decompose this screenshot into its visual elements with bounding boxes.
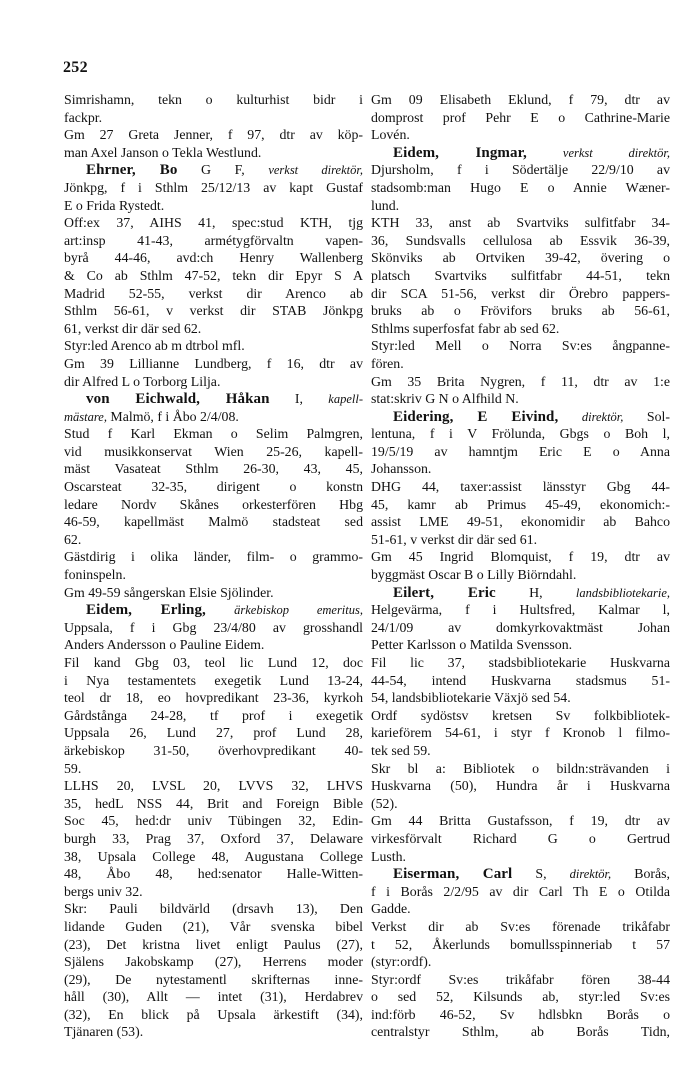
text-line: Fil lic 37, stadsbibliotekarie Huskvarna: [371, 655, 670, 670]
name-initials: [527, 145, 563, 160]
person-name: Eidering, E Eivind,: [393, 408, 559, 425]
text-line: 46-59, kapellmäst Malmö stadsteat sed: [64, 514, 363, 530]
text-line: 59.: [64, 760, 82, 776]
text-line: LLHS 20, LVSL 20, LVVS 32, LHVS: [64, 778, 363, 794]
person-name: von Eichwald, Håkan: [86, 391, 270, 408]
text-line: fackpr.: [64, 109, 103, 125]
occupation-title: direktör,: [569, 867, 612, 882]
text-line: Ordf sydöstsv kretsen Sv folkbibliotek-: [371, 707, 670, 723]
text-line: dir Alfred L o Torborg Lilja.: [64, 373, 221, 389]
text-line: f i Borås 2/2/95 av dir Carl Th E o Otilda: [371, 883, 670, 899]
occupation-title: kapell-: [328, 392, 364, 407]
text-line: bergs univ 32.: [64, 883, 143, 899]
text-line: Gm 49-59 sångerskan Elsie Sjölinder.: [64, 584, 274, 600]
text-line: [64, 408, 363, 426]
text-line: Verkst dir ab Sv:es förenade trikåfabr: [371, 918, 670, 934]
text-line: (29), De nytestamentl skrifternas inne-: [64, 971, 363, 987]
text-line: Simrishamn, tekn o kulturhist bidr i: [64, 92, 363, 107]
text-line: Skönviks ab Ortviken 39-42, övering o: [371, 250, 670, 266]
text-line: tek sed 59.: [371, 742, 431, 758]
text-fragment: Borås,: [611, 866, 670, 882]
text-line: 24/1/09 av domkyrkovaktmäst Johan: [371, 619, 670, 635]
text-line: Styr:ordf Sv:es trikåfabr fören 38-44: [371, 971, 670, 987]
text-line: art:insp 41-43, armétygförvaltn vapen-: [64, 232, 363, 248]
text-line: Sthlm 56-61, v verkst dir STAB Jönkpg: [64, 303, 363, 319]
text-line: lentuna, f i V Frölunda, Gbgs o Boh l,: [371, 426, 670, 442]
text-line: Fil kand Gbg 03, teol lic Lund 12, doc: [64, 655, 363, 670]
text-line: & Co ab Sthlm 47-52, tekn dir Epyr S A: [64, 267, 363, 283]
entry-heading-line: [64, 601, 363, 619]
text-line: DHG 44, taxer:assist länsstyr Gbg 44-: [371, 479, 670, 495]
person-name: Eidem, Erling,: [86, 602, 206, 619]
text-line: Gästdirig i olika länder, film- o grammo-: [64, 549, 363, 565]
text-line: Gm 39 Lillianne Lundberg, f 16, dtr av: [64, 355, 363, 371]
person-name: Eilert, Eric: [393, 584, 496, 601]
text-line: ärkebiskop 31-50, överhovpredikant 40-: [64, 742, 363, 758]
text-line: assist LME 49-51, ekonomidir ab Bahco: [371, 514, 670, 530]
text-line: t 52, Åkerlunds bomullsspinneriab t 57: [371, 936, 670, 952]
text-line: burgh 33, Prag 37, Oxford 37, Delaware: [64, 830, 363, 846]
text-line: Jönkpg, f i Sthlm 25/12/13 av kapt Gustaf: [64, 179, 363, 195]
text-line: karieförem 54-61, i styr f Kronob l filmo-: [371, 725, 670, 741]
occupation-title: verkst direktör,: [268, 163, 363, 178]
text-line: Helgevärma, f i Hultsfred, Kalmar l,: [371, 602, 670, 618]
text-line: man Axel Janson o Tekla Westlund.: [64, 144, 262, 160]
text-line: fören.: [371, 355, 404, 371]
text-line: o sed 52, Kilsunds ab, styr:led Sv:es: [371, 989, 670, 1005]
text-line: stadsomb:man Hugo E o Annie Wæner-: [371, 179, 670, 195]
text-line: 36, Sundsvalls cellulosa ab Essvik 36-39,: [371, 232, 670, 248]
text-line: mäst Vasateat Sthlm 26-30, 43, 45,: [64, 461, 363, 477]
page-number: 252: [63, 59, 88, 76]
occupation-title: mästare,: [64, 409, 107, 424]
text-line: Uppsala, f i Gbg 23/4/80 av grosshandl: [64, 619, 363, 635]
text-line: bruks ab o Frövifors bruks ab 56-61,: [371, 303, 670, 319]
text-line: 54, landsbibliotekarie Växjö sed 54.: [371, 690, 571, 706]
text-line: Styr:led Arenco ab m dtrbol mfl.: [64, 338, 245, 354]
text-line: Off:ex 37, AIHS 41, spec:stud KTH, tjg: [64, 215, 363, 231]
text-line: lidande Guden (21), Vår svenska bibel: [64, 918, 363, 934]
text-line: Stud f Karl Ekman o Selim Palmgren,: [64, 426, 363, 442]
text-line: (52).: [371, 795, 398, 811]
text-line: Gadde.: [371, 901, 411, 917]
text-line: ledare Nordv Skånes orkesterfören Hbg: [64, 496, 363, 512]
text-line: Gm 44 Britta Gustafsson, f 19, dtr av: [371, 813, 670, 829]
occupation-title: ärkebiskop emeritus,: [234, 603, 363, 618]
text-line: Skr bl a: Bibliotek o bildn:strävanden i: [371, 760, 670, 776]
text-line: (23), Det kristna livet enligt Paulus (27),: [64, 936, 363, 952]
text-line: platsch Svartviks sulfitfabr 44-51, tekn: [371, 267, 670, 283]
right-column: [371, 91, 670, 1041]
text-line: centralstyr Sthlm, ab Borås Tidn,: [371, 1024, 670, 1040]
text-line: 19/5/19 av hamntjm Eric E o Anna: [371, 443, 670, 459]
text-line: Madrid 52-55, verkst dir Arenco ab: [64, 285, 363, 301]
text-line: ind:förb 46-52, Sv hdlsbkn Borås o: [371, 1006, 670, 1022]
text-line: dir SCA 51-56, verkst dir Örebro pappers-: [371, 285, 670, 301]
text-line: Styr:led Mell o Norra Sv:es ångpanne-: [371, 338, 670, 354]
text-line: 44-54, intend Huskvarna stadsmus 51-: [371, 672, 670, 688]
entry-heading-line: [371, 408, 670, 426]
entry-heading-line: [371, 144, 670, 162]
left-column: [64, 91, 363, 1041]
text-line: 45, kamr ab Primus 45-49, ekonomich:-: [371, 496, 670, 512]
occupation-title: direktör,: [581, 409, 624, 424]
name-initials: H,: [495, 584, 576, 600]
occupation-title: landsbibliotekarie,: [575, 585, 670, 600]
text-line: Gm 35 Brita Nygren, f 11, dtr av 1:e: [371, 373, 670, 389]
text-line: håll (30), Allt — intet (31), Herdabrev: [64, 989, 363, 1005]
text-line: Gm 45 Ingrid Blomquist, f 19, dtr av: [371, 549, 670, 565]
text-line: Petter Karlsson o Matilda Svensson.: [371, 637, 573, 653]
text-line: (styr:ordf).: [371, 954, 432, 970]
name-initials: I,: [269, 391, 329, 407]
text-line: Tjänaren (53).: [64, 1024, 144, 1040]
text-line: Själens Jakobskamp (27), Herrens moder: [64, 954, 363, 970]
text-line: 51-61, v verkst dir där sed 61.: [371, 531, 538, 547]
text-line: Djursholm, f i Södertälje 22/9/10 av: [371, 162, 670, 178]
text-line: stat:skriv G N o Alfhild N.: [371, 391, 519, 407]
text-line: Gm 09 Elisabeth Eklund, f 79, dtr av: [371, 92, 670, 107]
text-line: virkesförvalt Richard G o Gertrud: [371, 830, 670, 846]
text-line: 35, hedL NSS 44, Brit and Foreign Bible: [64, 795, 363, 811]
text-line: Sthlms superfosfat fabr ab sed 62.: [371, 320, 560, 336]
text-line: i Nya testamentets exegetik Lund 13-24,: [64, 672, 363, 688]
text-line: Huskvarna (50), Hundra år i Huskvarna: [371, 778, 670, 794]
text-line: 48, Åbo 48, hed:senator Halle-Witten-: [64, 866, 363, 882]
text-line: E o Frida Rystedt.: [64, 197, 165, 213]
text-line: (32), En blick på Upsala ärkestift (34),: [64, 1006, 363, 1022]
text-line: 38, Upsala College 48, Augustana College: [64, 848, 363, 864]
text-line: 61, verkst dir där sed 62.: [64, 320, 202, 336]
text-line: Gårdstånga 24-28, tf prof i exegetik: [64, 707, 363, 723]
person-name: Ehrner, Bo: [86, 162, 178, 179]
text-line: KTH 33, anst ab Svartviks sulfitfabr 34-: [371, 215, 670, 231]
text-fragment: Malmö, f i Åbo 2/4/08.: [106, 408, 239, 424]
text-line: domprost prof Pehr E o Cathrine-Marie: [371, 109, 670, 125]
text-line: byggmäst Oscar B o Lilly Biörndahl.: [371, 567, 577, 583]
text-line: Anders Andersson o Pauline Eidem.: [64, 637, 265, 653]
text-line: foninspeln.: [64, 567, 126, 583]
text-line: Soc 45, hed:dr univ Tübingen 32, Edin-: [64, 813, 363, 829]
text-line: Gm 27 Greta Jenner, f 97, dtr av köp-: [64, 127, 363, 143]
person-name: Eidem, Ingmar,: [393, 144, 527, 161]
text-line: Lusth.: [371, 848, 406, 864]
name-initials: S,: [512, 866, 570, 882]
text-line: teol dr 18, eo hovpredikant 23-36, kyrkoh: [64, 690, 363, 706]
text-fragment: Sol-: [623, 408, 670, 424]
entry-heading-line: [371, 584, 670, 602]
entry-heading-line: [64, 390, 363, 408]
text-line: 62.: [64, 531, 82, 547]
entry-heading-line: [64, 161, 363, 179]
person-name: Eiserman, Carl: [393, 866, 513, 883]
text-line: Skr: Pauli bildvärld (drsavh 13), Den: [64, 901, 363, 917]
text-line: Oscarsteat 32-35, dirigent o konstn: [64, 479, 363, 495]
name-initials: G F,: [177, 162, 269, 178]
text-line: vid musikkonservat Wien 25-26, kapell-: [64, 443, 363, 459]
text-line: Johansson.: [371, 461, 432, 477]
text-line: lund.: [371, 197, 400, 213]
entry-heading-line: [371, 865, 670, 883]
name-initials: [206, 602, 234, 617]
text-line: byrå 44-46, avd:ch Henry Wallenberg: [64, 250, 363, 266]
name-initials: [558, 409, 582, 424]
text-line: Uppsala 26, Lund 27, prof Lund 28,: [64, 725, 363, 741]
occupation-title: verkst direktör,: [562, 145, 670, 160]
text-line: Lovén.: [371, 127, 410, 143]
